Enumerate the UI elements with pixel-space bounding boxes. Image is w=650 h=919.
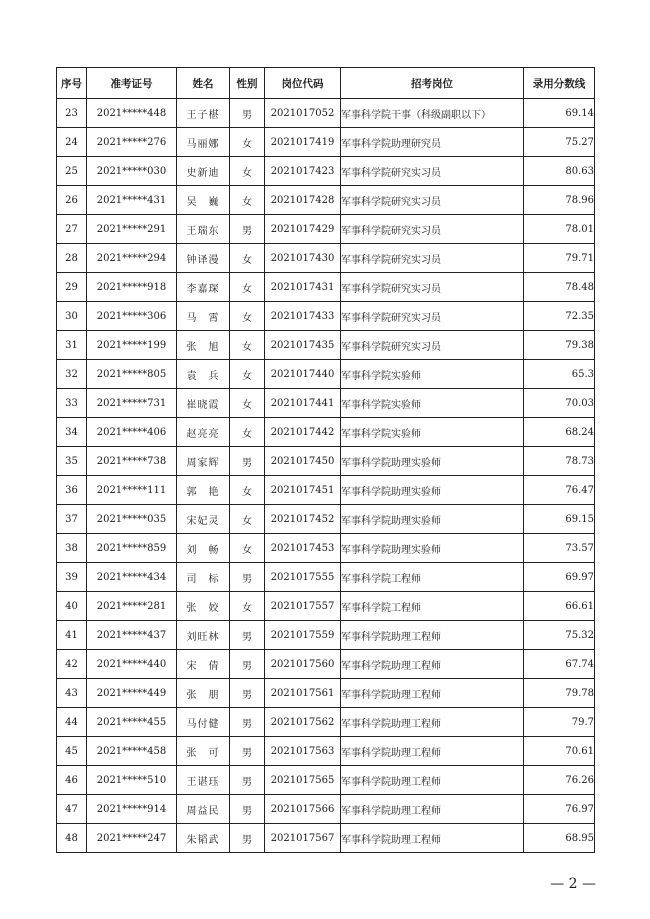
cell-gender: 女 [230,534,265,563]
cell-score-line: 78.48 [524,273,595,302]
cell-ticket-number: 2021*****914 [87,795,177,824]
cell-serial: 32 [57,360,87,389]
cell-name: 李嘉琛 [177,273,230,302]
table-row [57,99,595,128]
cell-position: 军事科学院工程师 [341,563,524,592]
table-row [57,708,595,737]
table-body [57,99,595,853]
cell-serial: 33 [57,389,87,418]
page-number: — 2 — [550,876,596,892]
cell-position-code: 2021017557 [265,592,341,621]
cell-position: 军事科学院助理实验师 [341,505,524,534]
cell-score-line: 79.78 [524,679,595,708]
cell-serial: 42 [57,650,87,679]
cell-score-line: 75.32 [524,621,595,650]
cell-position-code: 2021017430 [265,244,341,273]
cell-ticket-number: 2021*****030 [87,157,177,186]
cell-name: 张 姣 [177,592,230,621]
table-row [57,505,595,534]
cell-score-line: 73.57 [524,534,595,563]
cell-position-code: 2021017565 [265,766,341,795]
cell-serial: 39 [57,563,87,592]
cell-serial: 24 [57,128,87,157]
cell-position-code: 2021017052 [265,99,341,128]
cell-position-code: 2021017567 [265,824,341,853]
cell-name: 刘 畅 [177,534,230,563]
cell-gender: 男 [230,99,265,128]
cell-gender: 女 [230,273,265,302]
cell-ticket-number: 2021*****449 [87,679,177,708]
cell-gender: 女 [230,331,265,360]
cell-gender: 女 [230,592,265,621]
cell-serial: 44 [57,708,87,737]
cell-serial: 35 [57,447,87,476]
cell-position: 军事科学院助理工程师 [341,766,524,795]
cell-name: 周家辉 [177,447,230,476]
cell-gender: 男 [230,679,265,708]
cell-serial: 38 [57,534,87,563]
cell-position-code: 2021017441 [265,389,341,418]
cell-name: 吴 巍 [177,186,230,215]
cell-gender: 男 [230,650,265,679]
cell-serial: 26 [57,186,87,215]
cell-serial: 25 [57,157,87,186]
cell-position-code: 2021017450 [265,447,341,476]
cell-position: 军事科学院助理实验师 [341,534,524,563]
cell-ticket-number: 2021*****247 [87,824,177,853]
cell-gender: 女 [230,302,265,331]
table-row [57,128,595,157]
cell-ticket-number: 2021*****918 [87,273,177,302]
cell-gender: 男 [230,447,265,476]
cell-gender: 女 [230,505,265,534]
cell-position: 军事科学院干事（科级副职以下） [341,99,524,128]
cell-score-line: 70.03 [524,389,595,418]
cell-gender: 男 [230,766,265,795]
cell-position-code: 2021017452 [265,505,341,534]
cell-ticket-number: 2021*****455 [87,708,177,737]
cell-ticket-number: 2021*****281 [87,592,177,621]
cell-position: 军事科学院助理工程师 [341,708,524,737]
cell-ticket-number: 2021*****111 [87,476,177,505]
cell-position: 军事科学院助理实验师 [341,447,524,476]
cell-name: 赵亮亮 [177,418,230,447]
header-gender: 性别 [230,68,265,99]
table-row [57,795,595,824]
cell-name: 朱韬武 [177,824,230,853]
cell-ticket-number: 2021*****291 [87,215,177,244]
cell-serial: 28 [57,244,87,273]
cell-position: 军事科学院研究实习员 [341,244,524,273]
table-row [57,331,595,360]
cell-name: 郭 艳 [177,476,230,505]
table-row [57,563,595,592]
table-row [57,360,595,389]
table-row [57,650,595,679]
cell-position-code: 2021017562 [265,708,341,737]
cell-gender: 女 [230,128,265,157]
cell-position-code: 2021017560 [265,650,341,679]
cell-position-code: 2021017555 [265,563,341,592]
table-row [57,389,595,418]
cell-serial: 47 [57,795,87,824]
table-row [57,621,595,650]
cell-position: 军事科学院助理工程师 [341,650,524,679]
cell-score-line: 70.61 [524,737,595,766]
cell-position-code: 2021017451 [265,476,341,505]
cell-serial: 23 [57,99,87,128]
cell-gender: 男 [230,215,265,244]
cell-serial: 27 [57,215,87,244]
cell-name: 王子椹 [177,99,230,128]
cell-name: 马丽娜 [177,128,230,157]
cell-gender: 女 [230,418,265,447]
cell-ticket-number: 2021*****199 [87,331,177,360]
cell-score-line: 78.73 [524,447,595,476]
cell-name: 张 可 [177,737,230,766]
cell-ticket-number: 2021*****448 [87,99,177,128]
cell-gender: 男 [230,708,265,737]
cell-position-code: 2021017561 [265,679,341,708]
cell-position-code: 2021017566 [265,795,341,824]
cell-score-line: 76.26 [524,766,595,795]
cell-gender: 女 [230,186,265,215]
cell-position-code: 2021017559 [265,621,341,650]
cell-name: 周益民 [177,795,230,824]
cell-position-code: 2021017433 [265,302,341,331]
cell-gender: 男 [230,795,265,824]
cell-name: 张 朋 [177,679,230,708]
cell-score-line: 78.01 [524,215,595,244]
cell-ticket-number: 2021*****406 [87,418,177,447]
cell-ticket-number: 2021*****294 [87,244,177,273]
cell-gender: 女 [230,476,265,505]
cell-position: 军事科学院助理工程师 [341,621,524,650]
cell-score-line: 79.7 [524,708,595,737]
cell-serial: 45 [57,737,87,766]
cell-name: 张 旭 [177,331,230,360]
cell-position-code: 2021017563 [265,737,341,766]
header-position-code: 岗位代码 [265,68,341,99]
cell-serial: 43 [57,679,87,708]
cell-gender: 女 [230,389,265,418]
cell-score-line: 76.97 [524,795,595,824]
table-row [57,215,595,244]
table-row [57,302,595,331]
cell-position: 军事科学院实验师 [341,360,524,389]
cell-position-code: 2021017435 [265,331,341,360]
cell-name: 袁 兵 [177,360,230,389]
cell-position: 军事科学院助理工程师 [341,679,524,708]
cell-ticket-number: 2021*****458 [87,737,177,766]
table-row [57,186,595,215]
cell-position: 军事科学院实验师 [341,389,524,418]
header-ticket-number: 准考证号 [87,68,177,99]
cell-score-line: 78.96 [524,186,595,215]
cell-position: 军事科学院助理工程师 [341,737,524,766]
cell-serial: 40 [57,592,87,621]
cell-gender: 男 [230,737,265,766]
cell-name: 王谌珏 [177,766,230,795]
cell-position: 军事科学院实验师 [341,418,524,447]
cell-name: 王瑞东 [177,215,230,244]
cell-score-line: 69.15 [524,505,595,534]
cell-name: 刘旺林 [177,621,230,650]
cell-score-line: 68.24 [524,418,595,447]
cell-ticket-number: 2021*****859 [87,534,177,563]
cell-score-line: 69.14 [524,99,595,128]
cell-name: 马 霄 [177,302,230,331]
cell-position: 军事科学院助理工程师 [341,824,524,853]
cell-ticket-number: 2021*****510 [87,766,177,795]
cell-ticket-number: 2021*****805 [87,360,177,389]
cell-ticket-number: 2021*****731 [87,389,177,418]
cell-serial: 34 [57,418,87,447]
cell-name: 宋妃灵 [177,505,230,534]
table-row [57,157,595,186]
table-row [57,244,595,273]
cell-serial: 46 [57,766,87,795]
cell-gender: 男 [230,621,265,650]
cell-position-code: 2021017428 [265,186,341,215]
cell-position-code: 2021017453 [265,534,341,563]
table-header-row [57,68,595,99]
cell-gender: 女 [230,360,265,389]
header-serial: 序号 [57,68,87,99]
table-row [57,824,595,853]
cell-position: 军事科学院研究实习员 [341,302,524,331]
cell-name: 马付健 [177,708,230,737]
table-row [57,592,595,621]
cell-ticket-number: 2021*****434 [87,563,177,592]
header-score-line: 录用分数线 [524,68,595,99]
cell-position-code: 2021017419 [265,128,341,157]
cell-position: 军事科学院助理研究员 [341,128,524,157]
cell-score-line: 66.61 [524,592,595,621]
cell-serial: 36 [57,476,87,505]
cell-position: 军事科学院助理实验师 [341,476,524,505]
cell-score-line: 72.35 [524,302,595,331]
cell-position: 军事科学院研究实习员 [341,215,524,244]
cell-position: 军事科学院工程师 [341,592,524,621]
cell-gender: 女 [230,244,265,273]
cell-position: 军事科学院研究实习员 [341,273,524,302]
cell-name: 崔晓霞 [177,389,230,418]
header-position: 招考岗位 [341,68,524,99]
cell-position-code: 2021017431 [265,273,341,302]
cell-ticket-number: 2021*****738 [87,447,177,476]
cell-position: 军事科学院研究实习员 [341,331,524,360]
cell-score-line: 79.71 [524,244,595,273]
cell-ticket-number: 2021*****276 [87,128,177,157]
cell-serial: 37 [57,505,87,534]
cell-gender: 女 [230,157,265,186]
cell-position-code: 2021017440 [265,360,341,389]
cell-name: 司 标 [177,563,230,592]
table-row [57,679,595,708]
cell-gender: 男 [230,563,265,592]
cell-gender: 男 [230,824,265,853]
cell-score-line: 67.74 [524,650,595,679]
cell-name: 史新迪 [177,157,230,186]
cell-ticket-number: 2021*****440 [87,650,177,679]
cell-serial: 29 [57,273,87,302]
cell-name: 宋 倩 [177,650,230,679]
cell-score-line: 69.97 [524,563,595,592]
cell-serial: 30 [57,302,87,331]
header-name: 姓名 [177,68,230,99]
cell-ticket-number: 2021*****431 [87,186,177,215]
cell-score-line: 80.63 [524,157,595,186]
cell-position: 军事科学院助理工程师 [341,795,524,824]
cell-serial: 31 [57,331,87,360]
admission-score-table [56,67,595,853]
cell-score-line: 65.3 [524,360,595,389]
cell-serial: 48 [57,824,87,853]
table-row [57,534,595,563]
table-row [57,447,595,476]
cell-ticket-number: 2021*****437 [87,621,177,650]
cell-score-line: 68.95 [524,824,595,853]
cell-position-code: 2021017423 [265,157,341,186]
cell-ticket-number: 2021*****035 [87,505,177,534]
cell-position-code: 2021017429 [265,215,341,244]
cell-serial: 41 [57,621,87,650]
cell-position: 军事科学院研究实习员 [341,186,524,215]
table-row [57,737,595,766]
cell-position: 军事科学院研究实习员 [341,157,524,186]
cell-ticket-number: 2021*****306 [87,302,177,331]
cell-position-code: 2021017442 [265,418,341,447]
table-row [57,766,595,795]
cell-name: 钟译漫 [177,244,230,273]
cell-score-line: 79.38 [524,331,595,360]
table-row [57,418,595,447]
table-row [57,476,595,505]
cell-score-line: 76.47 [524,476,595,505]
cell-score-line: 75.27 [524,128,595,157]
table-row [57,273,595,302]
